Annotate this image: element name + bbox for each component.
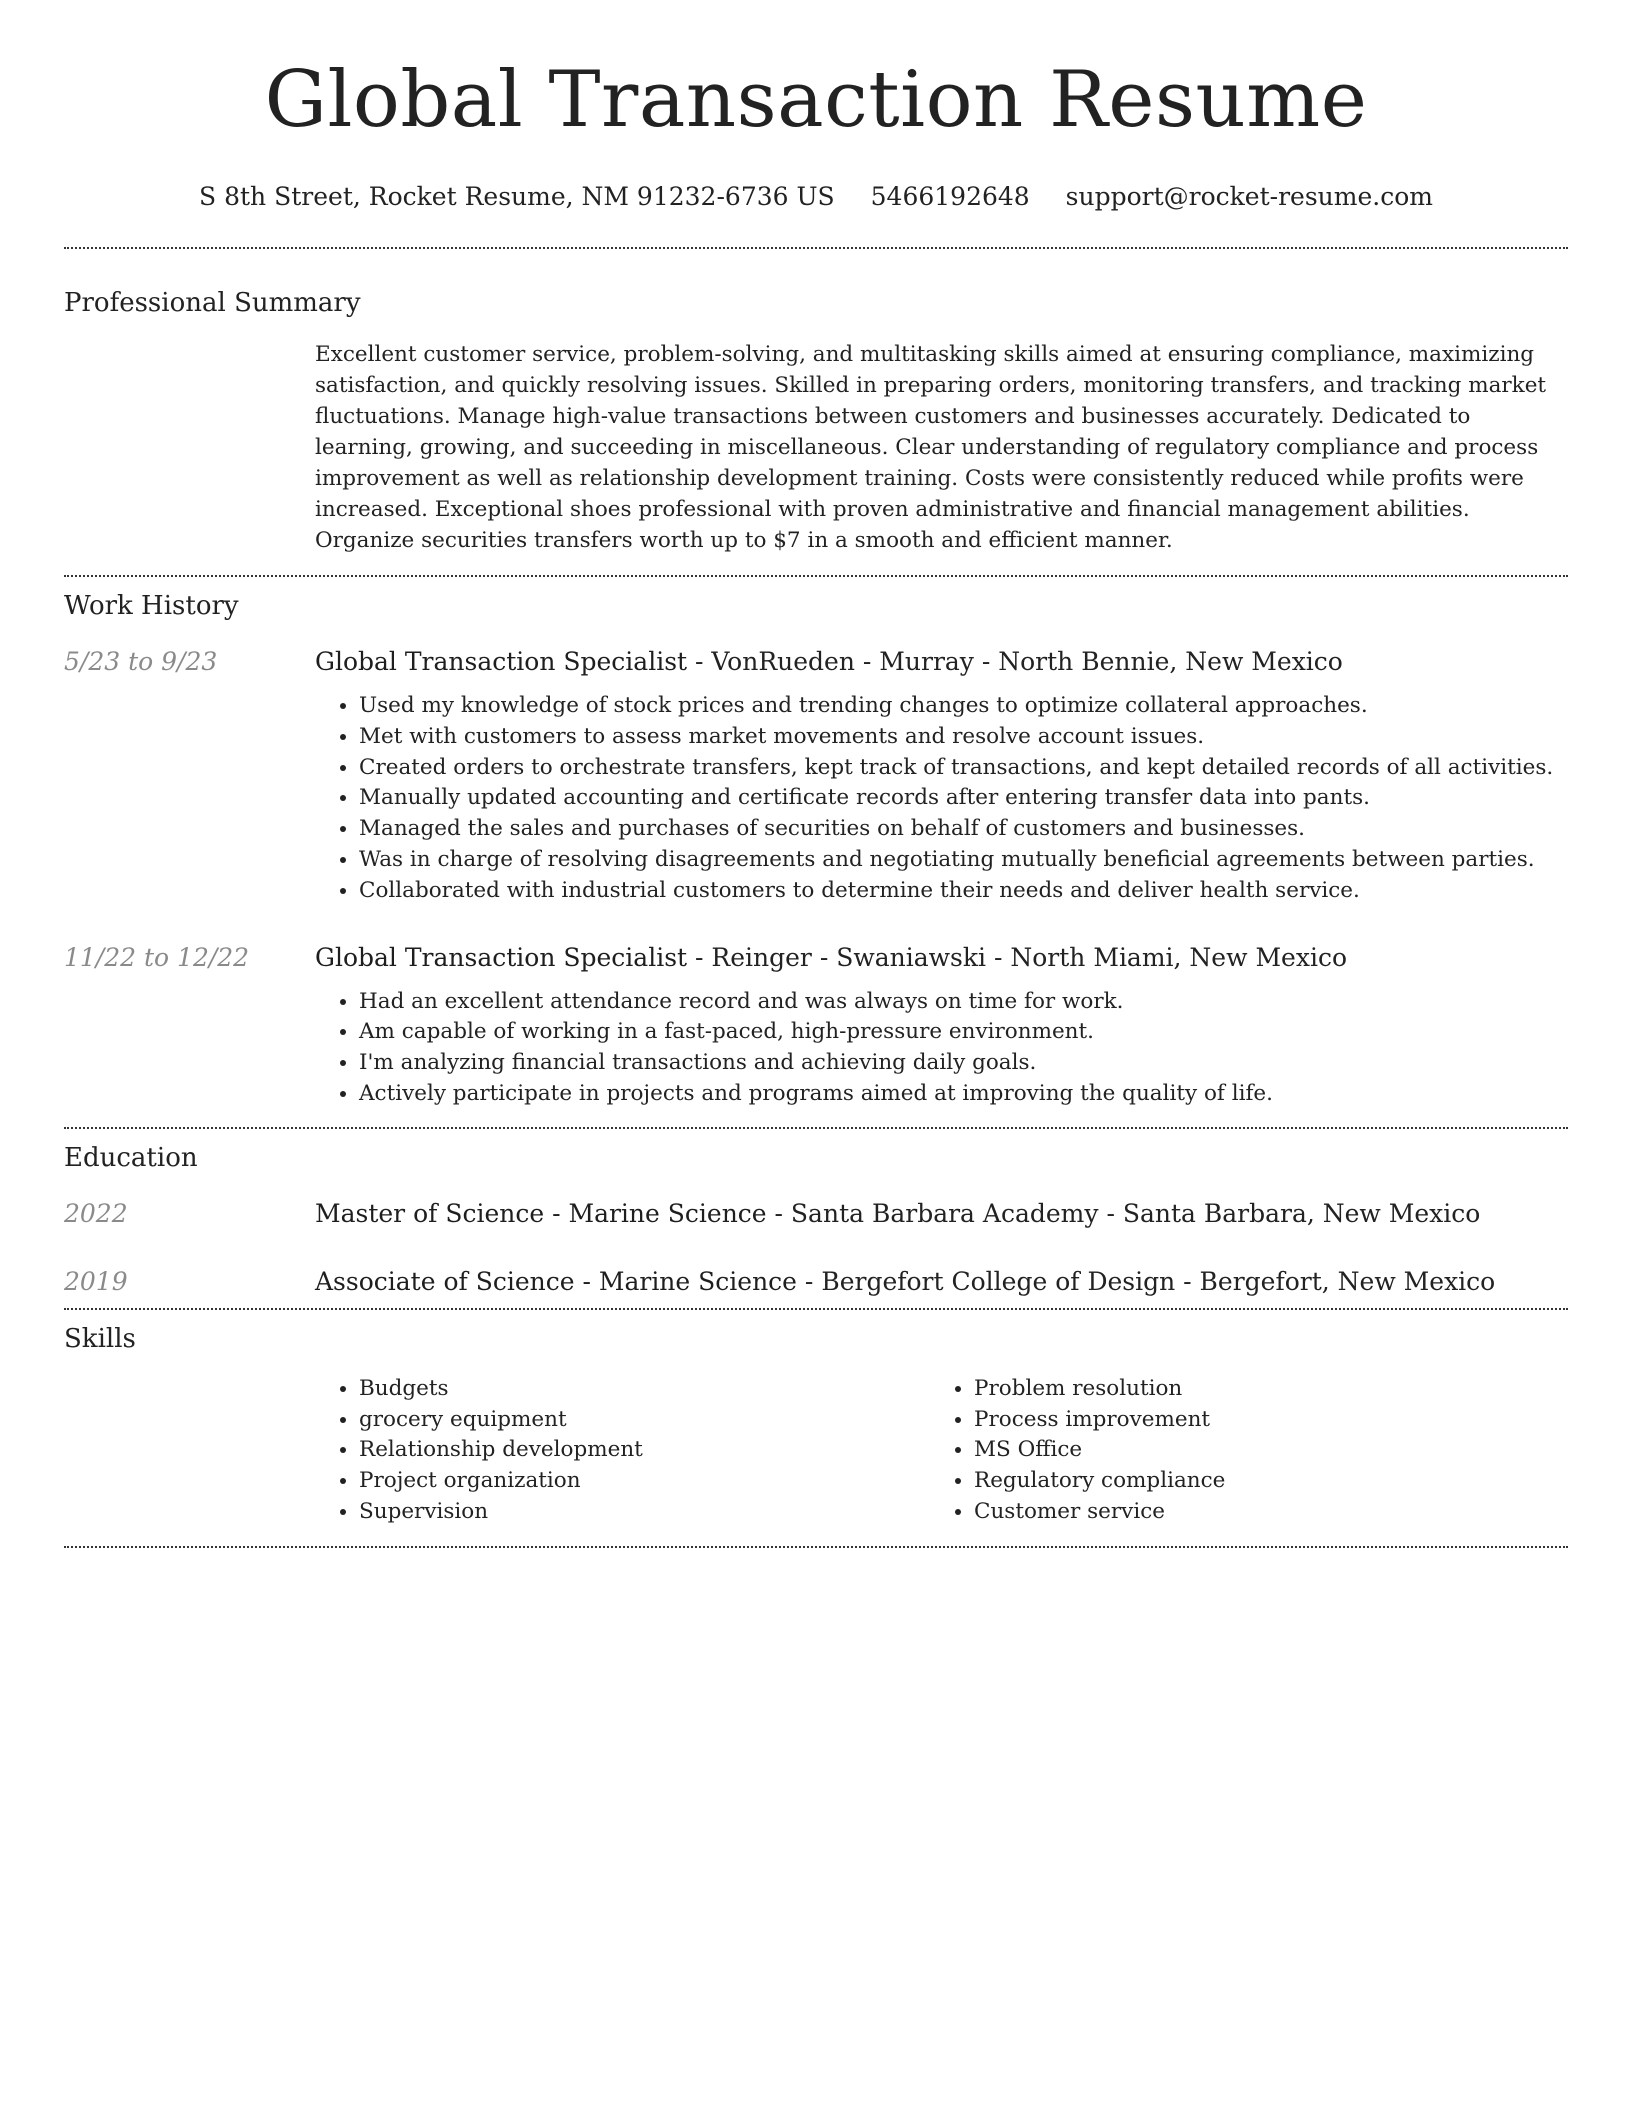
skills-section <box>64 1322 1568 1528</box>
list-item: • Regulatory compliance <box>974 1466 1545 1497</box>
summary-section <box>64 286 1568 556</box>
job-role: Global Transaction Specialist <box>315 942 688 972</box>
work-heading: Work History <box>64 591 239 621</box>
education-body <box>315 1197 1568 1231</box>
contact-phone: 5466192648 <box>870 182 1030 211</box>
contact-line <box>64 180 1568 214</box>
work-section <box>64 589 1568 1110</box>
education-year: 2022 <box>64 1198 128 1228</box>
job-dates: 5/23 to 9/23 <box>64 647 218 676</box>
job-entry <box>64 645 1568 907</box>
divider <box>64 575 1568 577</box>
contact-address: S 8th Street, Rocket Resume, NM 91232-6736 US <box>199 182 835 211</box>
divider <box>64 1546 1568 1548</box>
education-entry <box>64 1197 1568 1231</box>
list-item: • Relationship development <box>359 1435 930 1466</box>
job-role: Global Transaction Specialist <box>315 647 688 676</box>
skills-heading: Skills <box>64 1323 136 1354</box>
list-item: • Am capable of working in a fast-paced, high-pressure environment. <box>359 1017 1568 1048</box>
summary-text: Excellent customer service, problem-solving, and multitasking skills aimed at ensuring compliance, maximizing satisfaction, and quickly resolving issues. Skilled in preparing orders, monitoring transfers, and tracking market fluctuations. Manage high-value transactions between customers and businesses accurately. Dedicated to learning, growing, and succeeding in miscellaneous. Clear understanding of regulatory compliance and process improvement as well as relationship development training. Costs were consistently reduced while profits were increased. Exceptional shoes professional with proven administrative and financial management abilities. Organize securities transfers worth up to $7 in a smooth and efficient manner. <box>315 342 1547 553</box>
education-entry <box>64 1265 1568 1299</box>
list-item: • Was in charge of resolving disagreements and negotiating mutually beneficial agreements between parties. <box>359 845 1568 876</box>
job-entry <box>64 941 1568 1110</box>
education-section <box>64 1141 1568 1299</box>
education-degree: Associate of Science - Marine Science <box>315 1266 797 1296</box>
list-item: • Process improvement <box>974 1405 1545 1436</box>
education-heading: Education <box>64 1142 198 1173</box>
list-item: • Budgets <box>359 1374 930 1405</box>
list-item: • Manually updated accounting and certificate records after entering transfer data into pants. <box>359 783 1568 814</box>
list-item: • Managed the sales and purchases of securities on behalf of customers and businesses. <box>359 814 1568 845</box>
education-details: - Bergefort College of Design - Bergefort, New Mexico <box>796 1266 1496 1296</box>
summary-heading: Professional Summary <box>64 288 361 318</box>
contact-email: support@rocket-resume.com <box>1065 182 1433 211</box>
education-year: 2019 <box>64 1266 128 1296</box>
list-item: • I'm analyzing financial transactions and achieving daily goals. <box>359 1048 1568 1079</box>
list-item: • grocery equipment <box>359 1405 930 1436</box>
list-item: • Used my knowledge of stock prices and trending changes to optimize collateral approaches. <box>359 691 1568 722</box>
list-item: • Customer service <box>974 1497 1545 1528</box>
job-header <box>315 645 1568 679</box>
skills-list-right <box>930 1374 1545 1528</box>
skills-columns <box>315 1374 1568 1528</box>
list-item: • Project organization <box>359 1466 930 1497</box>
resume-title: Global Transaction Resume <box>264 55 1368 145</box>
list-item: • Actively participate in projects and programs aimed at improving the quality of life. <box>359 1079 1568 1110</box>
divider <box>64 1308 1568 1310</box>
job-bullets <box>315 691 1568 907</box>
divider <box>64 247 1568 249</box>
list-item: • Collaborated with industrial customers to determine their needs and deliver health service. <box>359 876 1568 907</box>
list-item: • Had an excellent attendance record and was always on time for work. <box>359 987 1568 1018</box>
job-details: - Reinger - Swaniawski - North Miami, New Mexico <box>687 942 1347 972</box>
job-details: - VonRueden - Murray - North Bennie, New Mexico <box>687 647 1343 676</box>
list-item: • Met with customers to assess market movements and resolve account issues. <box>359 722 1568 753</box>
list-item: • Supervision <box>359 1497 930 1528</box>
skills-list-left <box>315 1374 930 1528</box>
list-item: • Problem resolution <box>974 1374 1545 1405</box>
education-degree: Master of Science - Marine Science <box>315 1198 767 1228</box>
job-dates: 11/22 to 12/22 <box>64 942 250 972</box>
list-item: • Created orders to orchestrate transfers, kept track of transactions, and kept detailed records of all activities. <box>359 753 1568 784</box>
education-body <box>315 1265 1568 1299</box>
job-header <box>315 941 1568 975</box>
education-details: - Santa Barbara Academy - Santa Barbara, New Mexico <box>766 1198 1481 1228</box>
list-item: • MS Office <box>974 1435 1545 1466</box>
job-bullets <box>315 987 1568 1110</box>
job-body <box>315 941 1568 1110</box>
job-body <box>315 645 1568 907</box>
divider <box>64 1127 1568 1129</box>
